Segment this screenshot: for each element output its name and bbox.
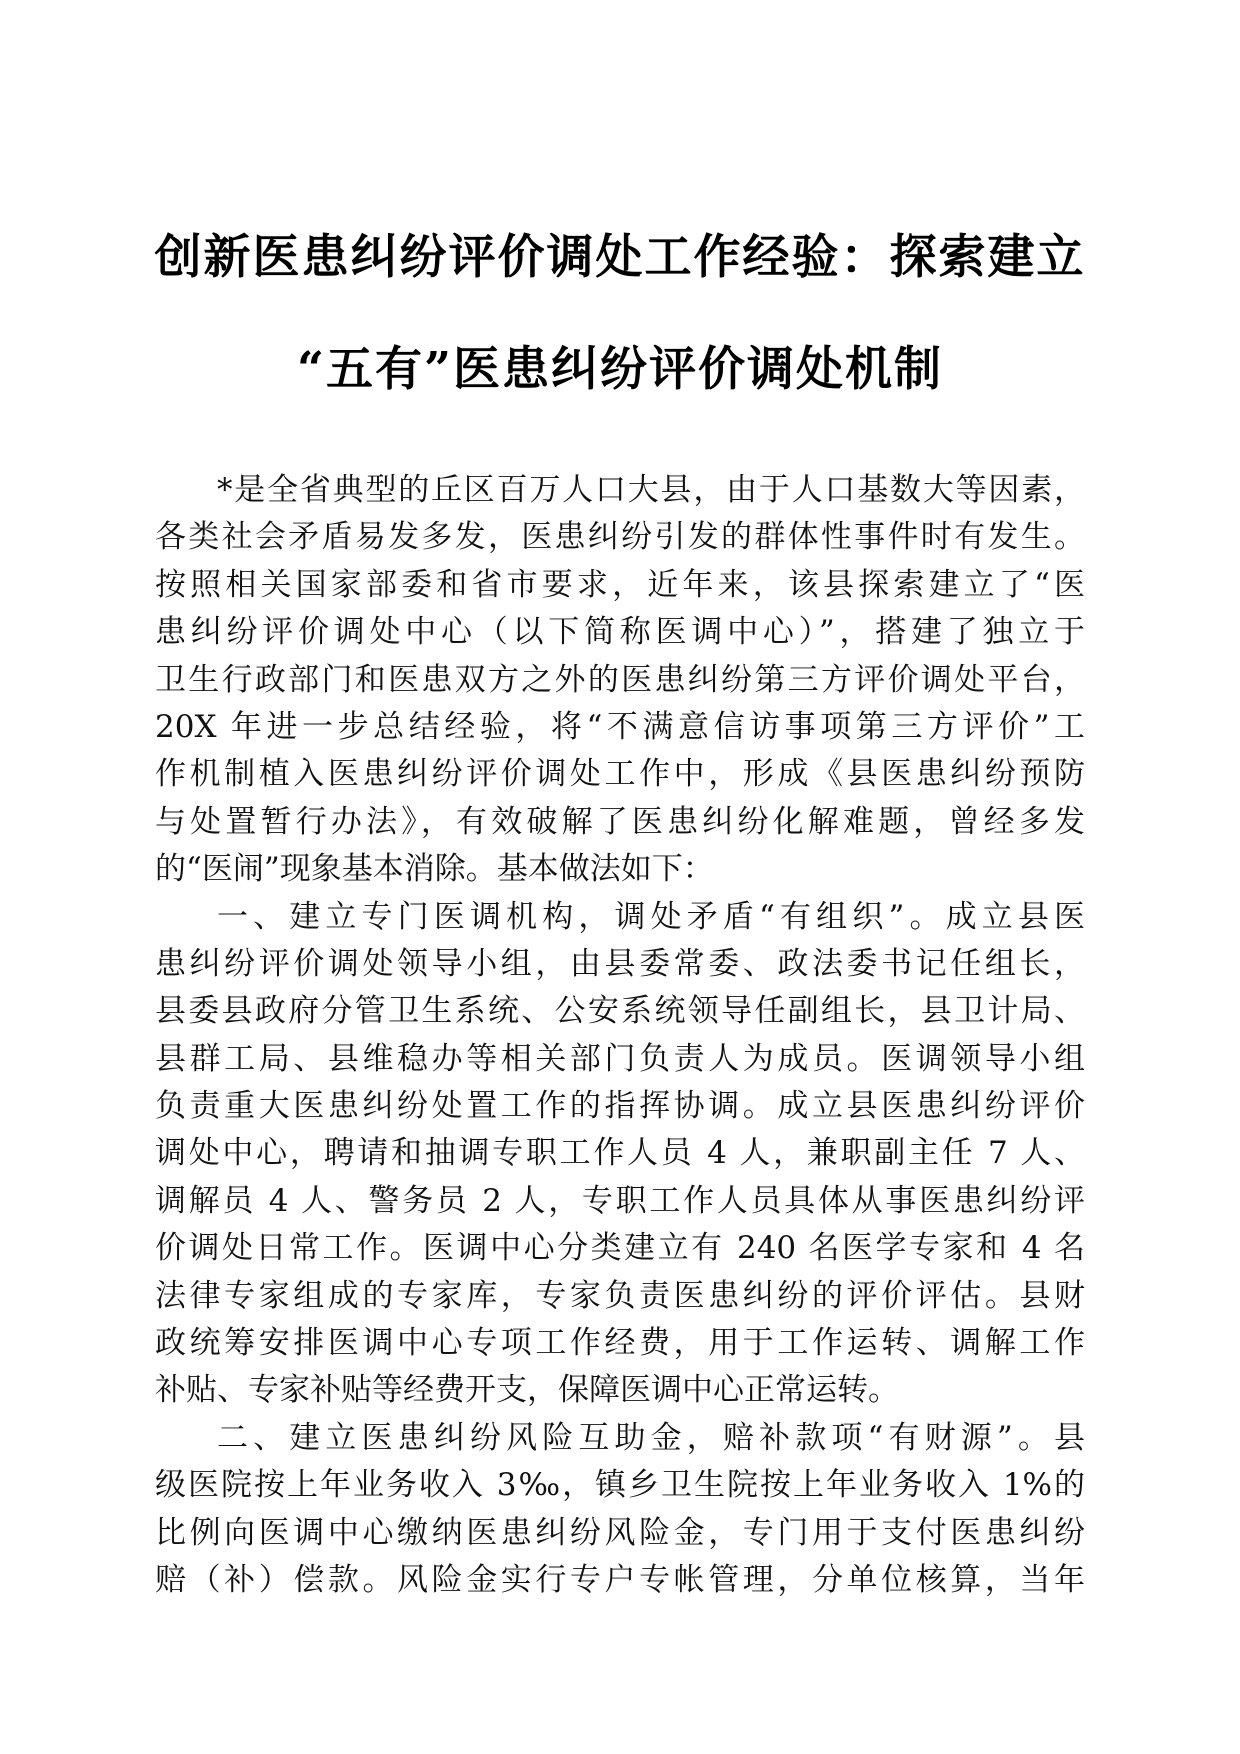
body-line: 县委县政府分管卫生系统、公安系统领导任副组长，县卫计局、 (155, 993, 1085, 1030)
body-line: 调处中心，聘请和抽调专职工作人员 4 人，兼职副主任 7 人、 (155, 1135, 1085, 1172)
body-line: 各类社会矛盾易发多发，医患纠纷引发的群体性事件时有发生。 (155, 519, 1085, 556)
body-line: 20X 年进一步总结经验，将“不满意信访事项第三方评价”工 (155, 708, 1085, 745)
body-line: 政统筹安排医调中心专项工作经费，用于工作运转、调解工作 (155, 1325, 1085, 1362)
body-line: 比例向医调中心缴纳医患纠纷风险金，专门用于支付医患纠纷 (155, 1514, 1085, 1551)
document-title-line-2: “五有”医患纠纷评价调处机制 (296, 342, 944, 397)
body-line: 县群工局、县维稳办等相关部门负责人为成员。医调领导小组 (155, 1040, 1085, 1077)
body-line: *是全省典型的丘区百万人口大县，由于人口基数大等因素， (217, 472, 1085, 508)
body-line: 负责重大医患纠纷处置工作的指挥协调。成立县医患纠纷评价 (155, 1088, 1085, 1125)
section-2-heading-line: 二、建立医患纠纷风险互助金，赔补款项“有财源”。县 (217, 1419, 1085, 1456)
body-line: 患纠纷评价调处中心（以下简称医调中心）”，搭建了独立于 (155, 614, 1085, 651)
body-line: 卫生行政部门和医患双方之外的医患纠纷第三方评价调处平台， (155, 661, 1085, 698)
body-line: 按照相关国家部委和省市要求，近年来，该县探索建立了“医 (155, 566, 1085, 603)
body-line: 作机制植入医患纠纷评价调处工作中，形成《县医患纠纷预防 (155, 756, 1085, 793)
section-1-heading-line: 一、建立专门医调机构，调处矛盾“有组织”。成立县医 (217, 898, 1085, 935)
body-line: 调解员 4 人、警务员 2 人，专职工作人员具体从事医患纠纷评 (155, 1182, 1085, 1219)
body-line: 患纠纷评价调处领导小组，由县委常委、政法委书记任组长， (155, 945, 1085, 982)
body-line: 级医院按上年业务收入 3‰，镇乡卫生院按上年业务收入 1%的 (155, 1467, 1085, 1504)
body-line: 补贴、专家补贴等经费开支，保障医调中心正常运转。 (155, 1372, 899, 1409)
body-line: 赔（补）偿款。风险金实行专户专帐管理，分单位核算，当年 (155, 1561, 1085, 1598)
document-title-line-1: 创新医患纠纷评价调处工作经验：探索建立 (154, 230, 1086, 285)
body-line: 与处置暂行办法》，有效破解了医患纠纷化解难题，曾经多发 (155, 803, 1085, 840)
document-body (155, 467, 1085, 1604)
body-line: 的“医闹”现象基本消除。基本做法如下： (155, 851, 714, 888)
body-line: 价调处日常工作。医调中心分类建立有 240 名医学专家和 4 名 (155, 1230, 1085, 1267)
body-line: 法律专家组成的专家库，专家负责医患纠纷的评价评估。县财 (155, 1277, 1085, 1314)
